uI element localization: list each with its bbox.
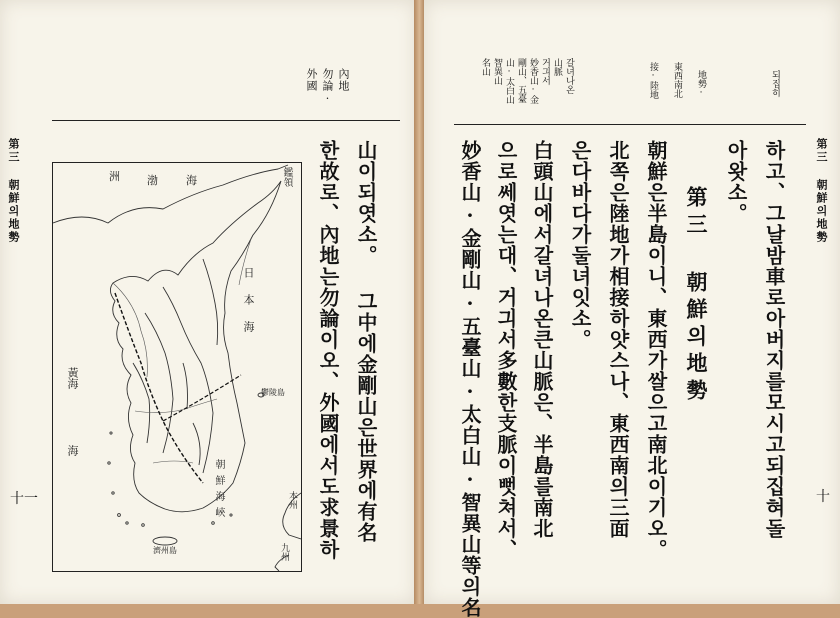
section-title: 第三 朝鮮의地勢 xyxy=(684,186,709,406)
running-header: 第三 朝鮮의地勢 xyxy=(815,138,828,244)
text-column: 朝鮮은半島이니、東西가쌀으고南北이기오。 xyxy=(644,140,668,560)
gloss-line: 名山 xyxy=(480,58,490,76)
text-column: 北쪽은陸地가相接하얏스나、東西南의三面 xyxy=(606,140,630,539)
gloss-line: 갈녀나온 xyxy=(564,58,574,94)
map-label-manchuria: 洲 xyxy=(109,170,120,183)
page-number: 十一 xyxy=(10,491,38,507)
text-column: 白頭山에서갈녀나온큰山脈은、半島를南北 xyxy=(530,140,554,539)
map-label-jeju: 濟州島 xyxy=(153,546,177,555)
map-label-yellow-sea-2: 海 xyxy=(66,445,79,456)
gloss-line: 妙香山·金 xyxy=(528,58,538,104)
page-number: 十 xyxy=(816,489,830,505)
gloss-line: 되집히 xyxy=(770,70,780,97)
gloss-rule xyxy=(454,124,806,125)
gloss-line: 山脈 xyxy=(552,58,562,76)
running-header: 第三 朝鮮의地勢 xyxy=(7,138,20,244)
map-label-bohai: 渤海 xyxy=(147,174,225,187)
gloss-line: 外國 xyxy=(305,68,318,92)
gloss-line: 東西南北 xyxy=(672,62,682,98)
text-column: 山이되엿소。 그中에金剛山은世界에有名 xyxy=(354,140,378,543)
map-label-corner: 鑑領 xyxy=(281,167,292,187)
map-label-honshu: 本州 xyxy=(287,491,297,509)
gloss-line: 剛山、五臺 xyxy=(516,58,526,103)
gloss-line: 거긔서 xyxy=(540,58,550,85)
map-drawing xyxy=(53,163,301,571)
gloss-line: 智異山 xyxy=(492,58,502,85)
gloss-line: 接·陸地 xyxy=(648,62,658,99)
text-column: 아왓소。 xyxy=(724,140,748,224)
map-label-yellow-sea: 黃海 xyxy=(66,367,79,389)
gloss-line: 山·太白山 xyxy=(504,58,514,104)
gloss-line: 勿論· xyxy=(321,68,334,106)
korea-map xyxy=(52,162,302,572)
map-label-ulleung: 鬱陵島 xyxy=(261,388,285,397)
text-column: 하고、그날밤車로아버지를모시고되집혀돌 xyxy=(762,140,786,539)
right-page xyxy=(424,0,840,618)
text-column: 妙香山·金剛山·五臺山·太白山·智異山等의名 xyxy=(458,140,482,618)
text-column: 한故로、內地는勿論이오、外國에서도求景하 xyxy=(316,140,340,560)
text-column: 으로쎄엿는대、거긔서多數한支脈이뻣쳐서、 xyxy=(494,140,518,560)
text-column: 은다바다가둘녀잇소。 xyxy=(568,140,592,350)
map-label-japan-sea: 日本海 xyxy=(242,267,255,348)
map-label-kyushu: 九州 xyxy=(279,543,289,561)
gloss-line: 內地 xyxy=(337,68,350,92)
gloss-line: 地勢· xyxy=(696,70,706,98)
map-label-straits: 朝鮮海峽 xyxy=(213,459,224,523)
left-page xyxy=(0,0,416,604)
gloss-rule xyxy=(52,120,400,121)
